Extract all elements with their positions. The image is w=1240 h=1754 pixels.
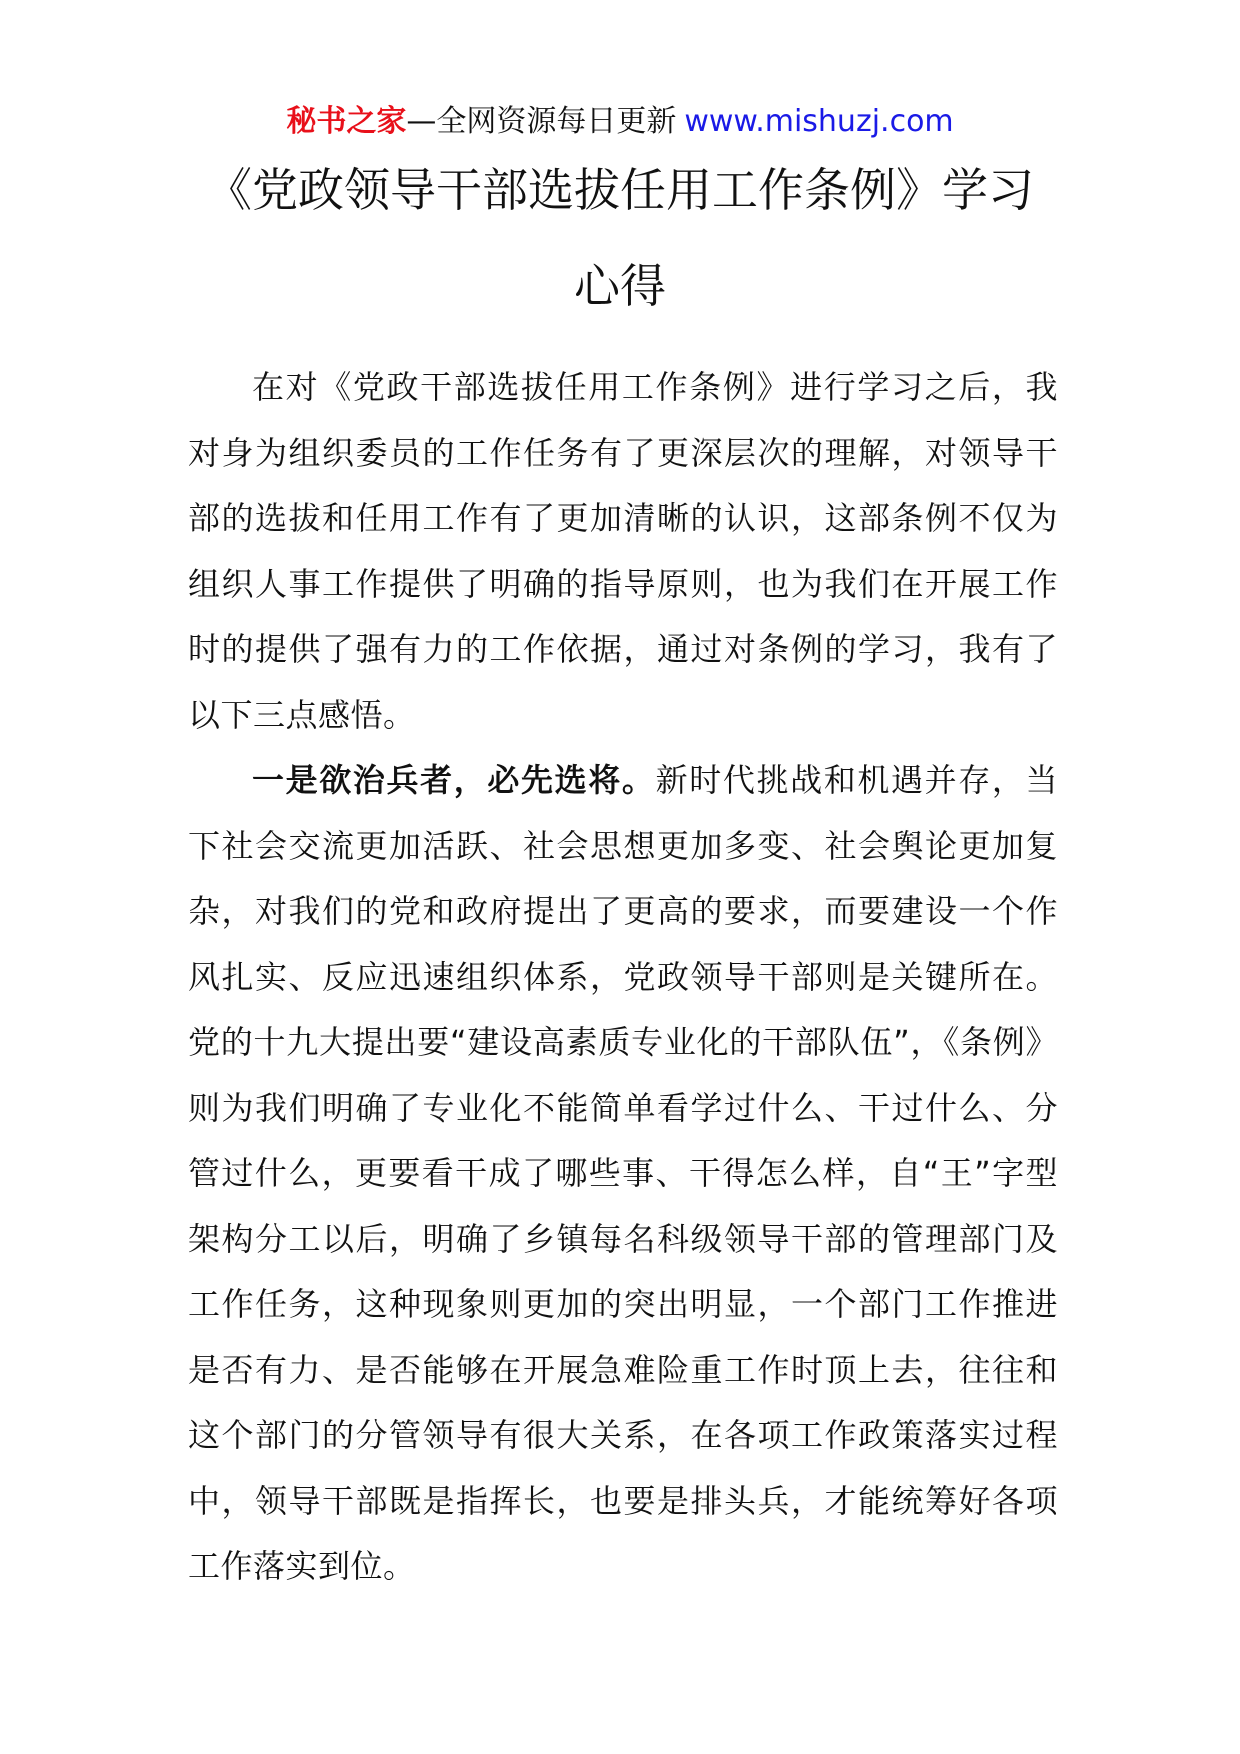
document-title-line-1: 《党政领导干部选拔任用工作条例》学习 [206,163,1034,217]
site-url-link[interactable]: www.mishuzj.com [684,104,954,139]
paragraph-text: 新时代挑战和机遇并存，当下社会交流更加活跃、社会思想更加多变、社会舆论更加复杂，对我们的党和政府提出了更高的要求，而要建设一个作风扎实、反应迅速组织体系，党政领导干部则是关键所在。党的十九大提出要“建设高素质专业化的干部队伍”，《条例》则为我们明确了专业化不能简单看学过什么、干过什么、分管过什么，更要看干成了哪些事、干得怎么样，自“王”字型架构分工以后，明确了乡镇每名科级领导干部的管理部门及工作任务，这种现象则更加的突出明显，一个部门工作推进是否有力、是否能够在开展急难险重工作时顶上去，往往和这个部门的分管领导有很大关系，在各项工作政策落实过程中，领导干部既是指挥长，也要是排头兵，才能统筹好各项工作落实到位。 [188,761,1058,1585]
paragraph-text: 在对《党政干部选拔任用工作条例》进行学习之后，我对身为组织委员的工作任务有了更深层次的理解，对领导干部的选拔和任用工作有了更加清晰的认识，这部条例不仅为组织人事工作提供了明确的指导原则，也为我们在开展工作时的提供了强有力的工作依据，通过对条例的学习，我有了以下三点感悟。 [188,368,1058,734]
paragraph-intro [188,355,1058,748]
paragraph-lead-heading: 一是欲治兵者，必先选将。 [252,761,656,799]
document-title-line-2: 心得 [574,259,666,313]
brand-name: 秘书之家 [286,104,407,139]
document-body [188,355,1058,1600]
site-slogan: —全网资源每日更新 [406,104,677,139]
paragraph-point-one [188,748,1058,1600]
site-header [0,100,1240,144]
